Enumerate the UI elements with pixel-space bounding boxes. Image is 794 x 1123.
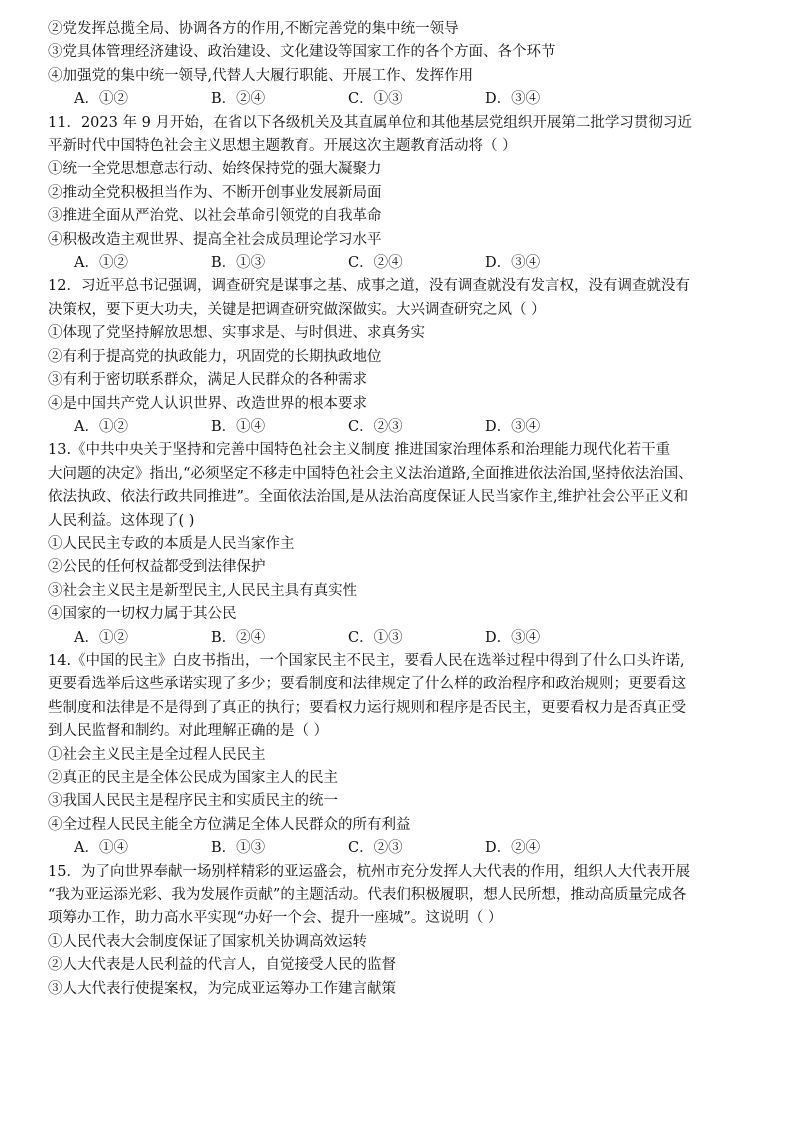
statement: ③我国人民民主是程序民主和实质民主的统一 — [48, 793, 338, 810]
statement: ①社会主义民主是全过程人民民主 — [48, 746, 266, 763]
statement: ①体现了党坚持解放思想、实事求是、与时俱进、求真务实 — [48, 325, 425, 342]
statement: ①统一全党思想意志行动、始终保持党的强大凝聚力 — [48, 161, 382, 178]
option-d: D．②④ — [485, 840, 541, 857]
option-c: C．②④ — [348, 255, 403, 272]
statement: ④是中国共产党人认识世界、改造世界的根本要求 — [48, 395, 367, 412]
option-a: A．①② — [74, 629, 128, 646]
question-14 — [48, 650, 756, 861]
option-d: D．③④ — [485, 629, 541, 646]
statement: ③党具体管理经济建设、政治建设、文化建设等国家工作的各个方面、各个环节 — [48, 44, 556, 61]
answer-options — [48, 88, 756, 111]
statement: ④加强党的集中统一领导,代替人大履行职能、开展工作、发挥作用 — [48, 67, 474, 84]
option-b: B．②④ — [211, 629, 266, 646]
question-10-tail — [48, 18, 756, 112]
answer-options — [48, 252, 756, 275]
statement: ②人大代表是人民利益的代言人，自觉接受人民的监督 — [48, 957, 396, 974]
question-stem: 项筹办工作，助力高水平实现“办好一个会、提升一座城”。这说明（ ） — [48, 910, 503, 927]
option-a: A．①② — [74, 91, 128, 108]
statement: ①人民民主专政的本质是人民当家作主 — [48, 535, 295, 552]
option-b: B．①④ — [211, 418, 266, 435]
option-c: C．①③ — [348, 91, 403, 108]
question-stem: 15．为了向世界奉献一场别样精彩的亚运盛会，杭州市充分发挥人大代表的作用，组织人大代表开展 — [48, 863, 690, 880]
question-11 — [48, 112, 756, 276]
question-stem: 决策权，要下更大功夫，关键是把调查研究做深做实。大兴调查研究之风（ ） — [48, 301, 546, 318]
question-stem: 13.《中共中央关于坚持和完善中国特色社会主义制度 推进国家治理体系和治理能力现代化若干重 — [48, 442, 671, 459]
option-d: D．③④ — [485, 418, 541, 435]
statement: ③有利于密切联系群众，满足人民群众的各种需求 — [48, 372, 367, 389]
question-13 — [48, 439, 756, 650]
option-a: A．①④ — [74, 840, 128, 857]
statement: ④国家的一切权力属于其公民 — [48, 606, 237, 623]
answer-options — [48, 627, 756, 650]
statement: ③人大代表行使提案权，为完成亚运筹办工作建言献策 — [48, 980, 396, 997]
statement: ②党发挥总揽全局、协调各方的作用,不断完善党的集中统一领导 — [48, 21, 459, 37]
statement: ③推进全面从严治党、以社会革命引领党的自我革命 — [48, 208, 382, 225]
statement: ②有利于提高党的执政能力，巩固党的长期执政地位 — [48, 348, 382, 365]
question-stem: 些制度和法律是不是得到了真正的执行；要看权力运行规则和程序是否民主，更要看权力是否真正受 — [48, 699, 686, 716]
question-stem: 11．2023 年 9 月开始，在省以下各级机关及其直属单位和其他基层党组织开展第二批学习贯彻习近 — [48, 114, 692, 131]
option-c: C．②③ — [348, 418, 403, 435]
statement: ②公民的任何权益都受到法律保护 — [48, 559, 266, 576]
question-stem: 到人民监督和制约。对此理解正确的是（ ） — [48, 723, 329, 740]
statement: ③社会主义民主是新型民主,人民民主具有真实性 — [48, 582, 358, 599]
option-b: B．②④ — [211, 91, 266, 108]
option-b: B．①③ — [211, 255, 266, 272]
option-c: C．②③ — [348, 840, 403, 857]
question-stem: 平新时代中国特色社会主义思想主题教育。开展这次主题教育活动将（ ） — [48, 138, 517, 155]
statement: ④积极改造主观世界、提高全社会成员理论学习水平 — [48, 231, 382, 248]
question-stem: 12．习近平总书记强调，调查研究是谋事之基、成事之道，没有调查就没有发言权，没有调查就没有 — [48, 278, 690, 295]
option-a: A．①② — [74, 255, 128, 272]
answer-options — [48, 416, 756, 439]
statement: ②真正的民主是全体公民成为国家主人的民主 — [48, 770, 338, 786]
answer-options — [48, 837, 756, 860]
question-stem: 14.《中国的民主》白皮书指出，一个国家民主不民主，要看人民在选举过程中得到了什么口头许诺, — [48, 652, 685, 669]
question-stem: 人民利益。这体现了( ) — [48, 512, 195, 529]
option-d: D．③④ — [485, 91, 541, 108]
question-stem: “我为亚运添光彩、我为发展作贡献”的主题活动。代表们积极履职，想人民所想，推动高质量完成各 — [48, 887, 687, 904]
option-c: C．①③ — [348, 629, 403, 646]
option-b: B．①③ — [211, 840, 266, 857]
question-stem: 大问题的决定》指出,“必须坚定不移走中国特色社会主义法治道路,全面推进依法治国,坚持依法治国、 — [48, 465, 693, 482]
statement: ①人民代表大会制度保证了国家机关协调高效运转 — [48, 933, 367, 950]
question-12 — [48, 275, 756, 439]
statement: ④全过程人民民主能全方位满足全体人民群众的所有利益 — [48, 816, 411, 833]
option-a: A．①② — [74, 418, 128, 435]
option-d: D．③④ — [485, 255, 541, 272]
question-stem: 依法执政、依法行政共同推进”。全面依法治国,是从法治高度保证人民当家作主,维护社会公平正义和 — [48, 489, 689, 506]
question-stem: 更要看选举后这些承诺实现了多少；要看制度和法律规定了什么样的政治程序和政治规则；更要看这 — [48, 676, 686, 693]
statement: ②推动全党积极担当作为、不断开创事业发展新局面 — [48, 184, 382, 201]
question-15 — [48, 861, 756, 1001]
